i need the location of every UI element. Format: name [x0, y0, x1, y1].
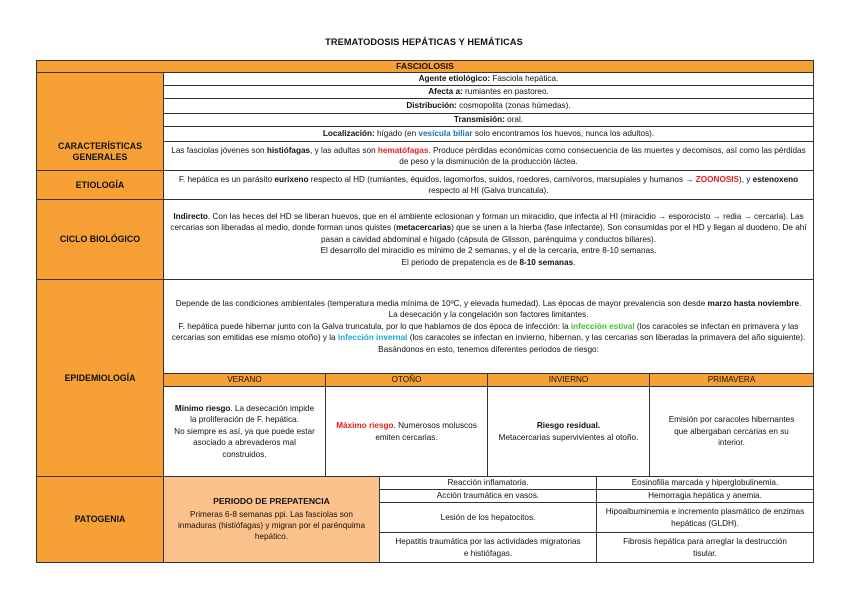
- season-otono-header: OTOÑO: [325, 373, 488, 387]
- effect-left-1: Reacción inflamatoria.: [379, 476, 597, 490]
- jovenes-adultas-row: Las fasciolas jóvenes son histiófagas, y las adultas son hematófagas. Produce pérdidas económicas como consecuencia de las muertes y decomisos, así como las pérdidas de peso y la disminución de la producción láctea.: [163, 141, 814, 171]
- effect-right-1: Eosinofilia marcada y hiperglobulinemia.: [596, 476, 814, 490]
- prepatencia-cell: PERIODO DE PREPATENCIA Primeras 6-8 semanas ppi. Las fasciolas son inmaduras (histiófagas) y migran por el parénquima hepático.: [163, 476, 380, 563]
- label-epidemiologia: EPIDEMIOLOGÍA: [36, 279, 164, 477]
- season-verano-header: VERANO: [163, 373, 326, 387]
- season-otono-cell: Máximo riesgo. Numerosos moluscos emiten cercarias.: [325, 386, 488, 477]
- season-verano-cell: Mínimo riesgo. La desecación impide la proliferación de F. hepática. No siempre es así, ya que puede estar asociado a abrevaderos mal construidos.: [163, 386, 326, 477]
- epidemiologia-text: Depende de las condiciones ambientales (temperatura media mínima de 10ºC, y elevada humedad). Las épocas de mayor prevalencia son desde marzo hasta noviembre. La desecación y la congelación son factores limitantes. F. hepática puede hibernar junto con la Galva truncatula, por lo que hablamos de dos época de infección: la infección estival (los caracoles se infectan en primavera y las cercarias son emitidas ese mismo otoño) y la infección invernal (los caracoles se infectan en invierno, hibernan, y las cercarias son liberadas la primavera del año siguiente). Basándonos en esto, tenemos diferentes periodos de riesgo:: [163, 279, 814, 374]
- agente-row: Agente etiológico: Fasciola hepática.: [163, 72, 814, 86]
- effect-right-2: Hemorragia hepática y anemia.: [596, 489, 814, 503]
- localizacion-row: Localización: hígado (en vesícula biliar solo encontramos los huevos, nunca los adultos).: [163, 126, 814, 142]
- season-invierno-cell: Riesgo residual. Metacercarias supervivientes al otoño.: [487, 386, 650, 477]
- effect-left-2: Acción traumática en vasos.: [379, 489, 597, 503]
- season-primavera-cell: Emisión por caracoles hibernantes que albergaban cercarias en su interior.: [649, 386, 814, 477]
- afecta-row: Afecta a: rumiantes en pastoreo.: [163, 85, 814, 99]
- effect-right-3: Hipoalbuminemia e incremento plasmático de enzimas hepáticas (GLDH).: [596, 502, 814, 533]
- season-primavera-header: PRIMAVERA: [649, 373, 814, 387]
- label-ciclo: CICLO BIOLÓGICO: [36, 199, 164, 280]
- effect-left-4: Hepatitis traumática por las actividades migratorias e histiófagas.: [379, 532, 597, 563]
- etiologia-text: F. hepática es un parásito eurixeno respecto al HD (rumiantes, équidos, lagomorfos, suidos, roedores, carnívoros, marsupiales y humanos → ZOONOSIS), y estenoxeno respecto al HI (Galva truncatula).: [163, 170, 814, 200]
- season-invierno-header: INVIERNO: [487, 373, 650, 387]
- effect-left-3: Lesión de los hepatocitos.: [379, 502, 597, 533]
- distribucion-row: Distribución: cosmopolita (zonas húmedas).: [163, 98, 814, 114]
- label-patogenia: PATOGENIA: [36, 476, 164, 563]
- table-heading: FASCIOLOSIS: [36, 60, 814, 73]
- label-etiologia: ETIOLOGÍA: [36, 170, 164, 200]
- effect-right-4: Fibrosis hepática para arreglar la destrucción tisular.: [596, 532, 814, 563]
- label-caracteristicas: CARACTERÍSTICAS GENERALES: [36, 72, 164, 231]
- transmision-row: Transmisión: oral.: [163, 113, 814, 127]
- ciclo-text: Indirecto. Con las heces del HD se liberan huevos, que en el ambiente eclosionan y forman un miracidio, que infecta al HI (miracidio → esporocisto → redia → cercaria). Las cercarias son liberadas al medio, donde forman unos quistes (metacercarias) que se unen a la hierba (fase infectante). Son consumidas por el HD y llegan al duodeno. De ahí pasan a cavidad abdominal e hígado (cápsula de Glisson, parénquima y conductos biliares). El desarrollo del miracidio es mínimo de 2 semanas, y el de la cercaria, entre 8-10 semanas. El periodo de prepatencia es de 8-10 semanas.: [163, 199, 814, 280]
- document-title: TREMATODOSIS HEPÁTICAS Y HEMÁTICAS: [325, 37, 523, 47]
